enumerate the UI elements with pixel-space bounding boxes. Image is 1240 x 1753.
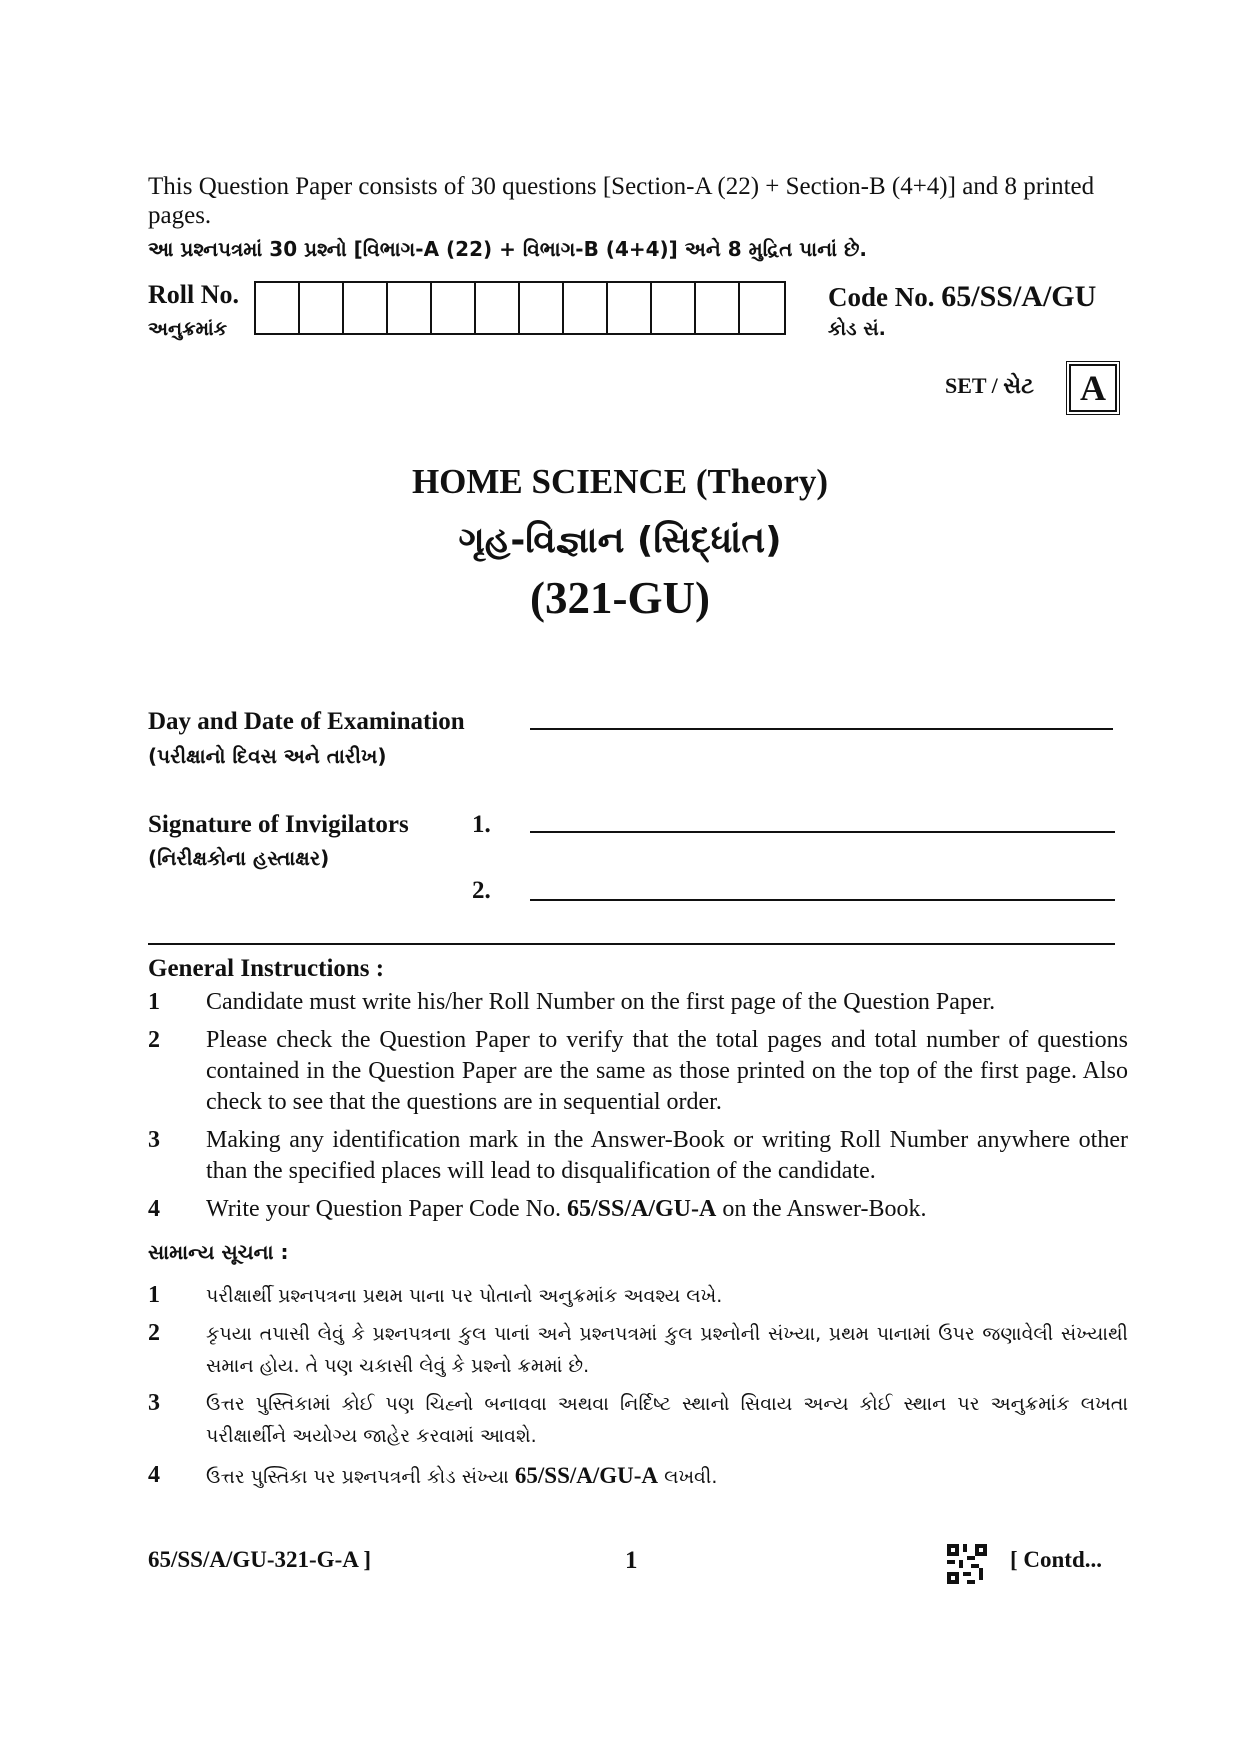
roll-number-box (432, 283, 476, 333)
signature-2-number: 2. (472, 877, 491, 904)
instruction-number: 4 (148, 1196, 160, 1222)
roll-number-box (300, 283, 344, 333)
instruction-text (206, 1460, 1128, 1493)
code-number (828, 280, 1096, 314)
roll-number-box (740, 283, 784, 333)
instruction-text: Making any identification mark in the Answer-Book or writing Roll Number anywhere other than the specified places will lead to disqualification of the candidate. (206, 1127, 1128, 1184)
exam-date-line (530, 728, 1113, 730)
invigilator-signature-label-gu: (નિરીક્ષકોના હસ્તાક્ષર) (148, 846, 330, 870)
code-number-label-gu: કોડ સં. (828, 318, 886, 340)
code-number-value: 65/SS/A/GU (941, 280, 1097, 313)
subject-code: (321-GU) (530, 573, 710, 623)
set-value-box: A (1069, 364, 1117, 412)
instruction-text: Candidate must write his/her Roll Number on the first page of the Question Paper. (206, 989, 996, 1015)
instruction-item-gu-4 (148, 1460, 1128, 1493)
roll-number-box (652, 283, 696, 333)
roll-number-box (344, 283, 388, 333)
code-number-label: Code No. (828, 282, 935, 312)
instruction-text-part: લખવી. (664, 1466, 718, 1488)
instruction-number: 3 (148, 1127, 160, 1153)
roll-number-label-gu: અનુક્રમાંક (148, 318, 228, 340)
roll-number-box (476, 283, 520, 333)
roll-number-label: Roll No. (148, 280, 239, 309)
qr-code-icon (947, 1544, 987, 1584)
instruction-text-part: on the Answer-Book. (722, 1196, 927, 1222)
exam-date-label-gu: (પરીક્ષાનો દિવસ અને તારીખ) (148, 744, 387, 768)
instruction-text: Please check the Question Paper to verify that the total pages and total number of questions contained in the Question Paper are the same as those printed on the top of the first page. Also check to see that the questions are in sequential order. (206, 1027, 1128, 1115)
subject-title-gu: ગૃહ-વિજ્ઞાન (સિદ્ધાંત) (458, 520, 782, 561)
invigilator-signature-label: Signature of Invigilators (148, 811, 409, 838)
instruction-item-en-4 (148, 1194, 1128, 1225)
instruction-item-en-2 (148, 1025, 1128, 1118)
paper-summary-en: This Question Paper consists of 30 questions [Section-A (22) + Section-B (4+4)] and 8 printed pages. (148, 173, 1095, 229)
subject-title-en: HOME SCIENCE (Theory) (411, 462, 829, 501)
signature-1-line (530, 831, 1115, 833)
roll-number-box (564, 283, 608, 333)
roll-number-box (520, 283, 564, 333)
instruction-item-gu-1 (148, 1280, 1128, 1312)
instruction-text: કૃપયા તપાસી લેવું કે પ્રશ્નપત્રના કુલ પાનાં અને પ્રશ્નપત્રમાં કુલ પ્રશ્નોની સંખ્યા, પ્રથમ પાનામાં ઉપર જણાવેલી સંખ્યાથી સમાન હોય. તે પણ ચકાસી લેવું કે પ્રશ્નો ક્રમમાં છે. (206, 1323, 1128, 1377)
general-instructions-heading: General Instructions : (148, 955, 385, 982)
instruction-text (206, 1194, 1128, 1225)
instruction-number: 2 (148, 1320, 160, 1346)
roll-number-box (696, 283, 740, 333)
roll-number-box (608, 283, 652, 333)
roll-number-box (388, 283, 432, 333)
instruction-item-en-1 (148, 987, 1128, 1018)
instruction-number: 1 (148, 1282, 160, 1308)
instruction-number: 4 (148, 1462, 160, 1488)
paper-summary-gu: આ પ્રશ્નપત્રમાં 30 પ્રશ્નો [વિભાગ-A (22) + વિભાગ-B (4+4)] અને 8 મુદ્રિત પાનાં છે. (148, 237, 868, 261)
continued-marker: [ Contd... (1010, 1547, 1103, 1572)
instruction-text-part: ઉત્તર પુસ્તિકા પર પ્રશ્નપત્રની કોડ સંખ્યા (206, 1466, 509, 1488)
roll-number-box (256, 283, 300, 333)
instruction-number: 1 (148, 989, 160, 1015)
set-label: SET / સેટ (945, 373, 1034, 398)
paper-code-ref: 65/SS/A/GU-A (514, 1463, 659, 1488)
exam-date-label: Day and Date of Examination (148, 708, 465, 735)
signature-1-number: 1. (472, 811, 491, 838)
page-number: 1 (625, 1547, 638, 1574)
instruction-text: પરીક્ષાર્થી પ્રશ્નપત્રના પ્રથમ પાના પર પોતાનો અનુક્રમાંક અવશ્ય લખે. (206, 1285, 723, 1307)
signature-2-line (530, 899, 1115, 901)
instruction-number: 3 (148, 1390, 160, 1416)
instruction-text: ઉત્તર પુસ્તિકામાં કોઈ પણ ચિહ્નો બનાવવા અથવા નિર્દિષ્ટ સ્થાનો સિવાય અન્ય કોઈ સ્થાન પર અનુક્રમાંક લખતા પરીક્ષાર્થીને અયોગ્ય જાહેર કરવામાં આવશે. (206, 1393, 1128, 1447)
section-divider (148, 943, 1115, 945)
instruction-item-en-3 (148, 1125, 1128, 1187)
footer-paper-code: 65/SS/A/GU-321-G-A ] (148, 1547, 371, 1572)
instruction-item-gu-2 (148, 1318, 1128, 1382)
roll-number-boxes (254, 281, 786, 335)
instruction-number: 2 (148, 1027, 160, 1053)
instruction-item-gu-3 (148, 1388, 1128, 1452)
paper-code-ref: 65/SS/A/GU-A (566, 1196, 717, 1222)
general-instructions-heading-gu: સામાન્ય સૂચના : (148, 1240, 289, 1264)
instruction-text-part: Write your Question Paper Code No. (206, 1196, 561, 1222)
